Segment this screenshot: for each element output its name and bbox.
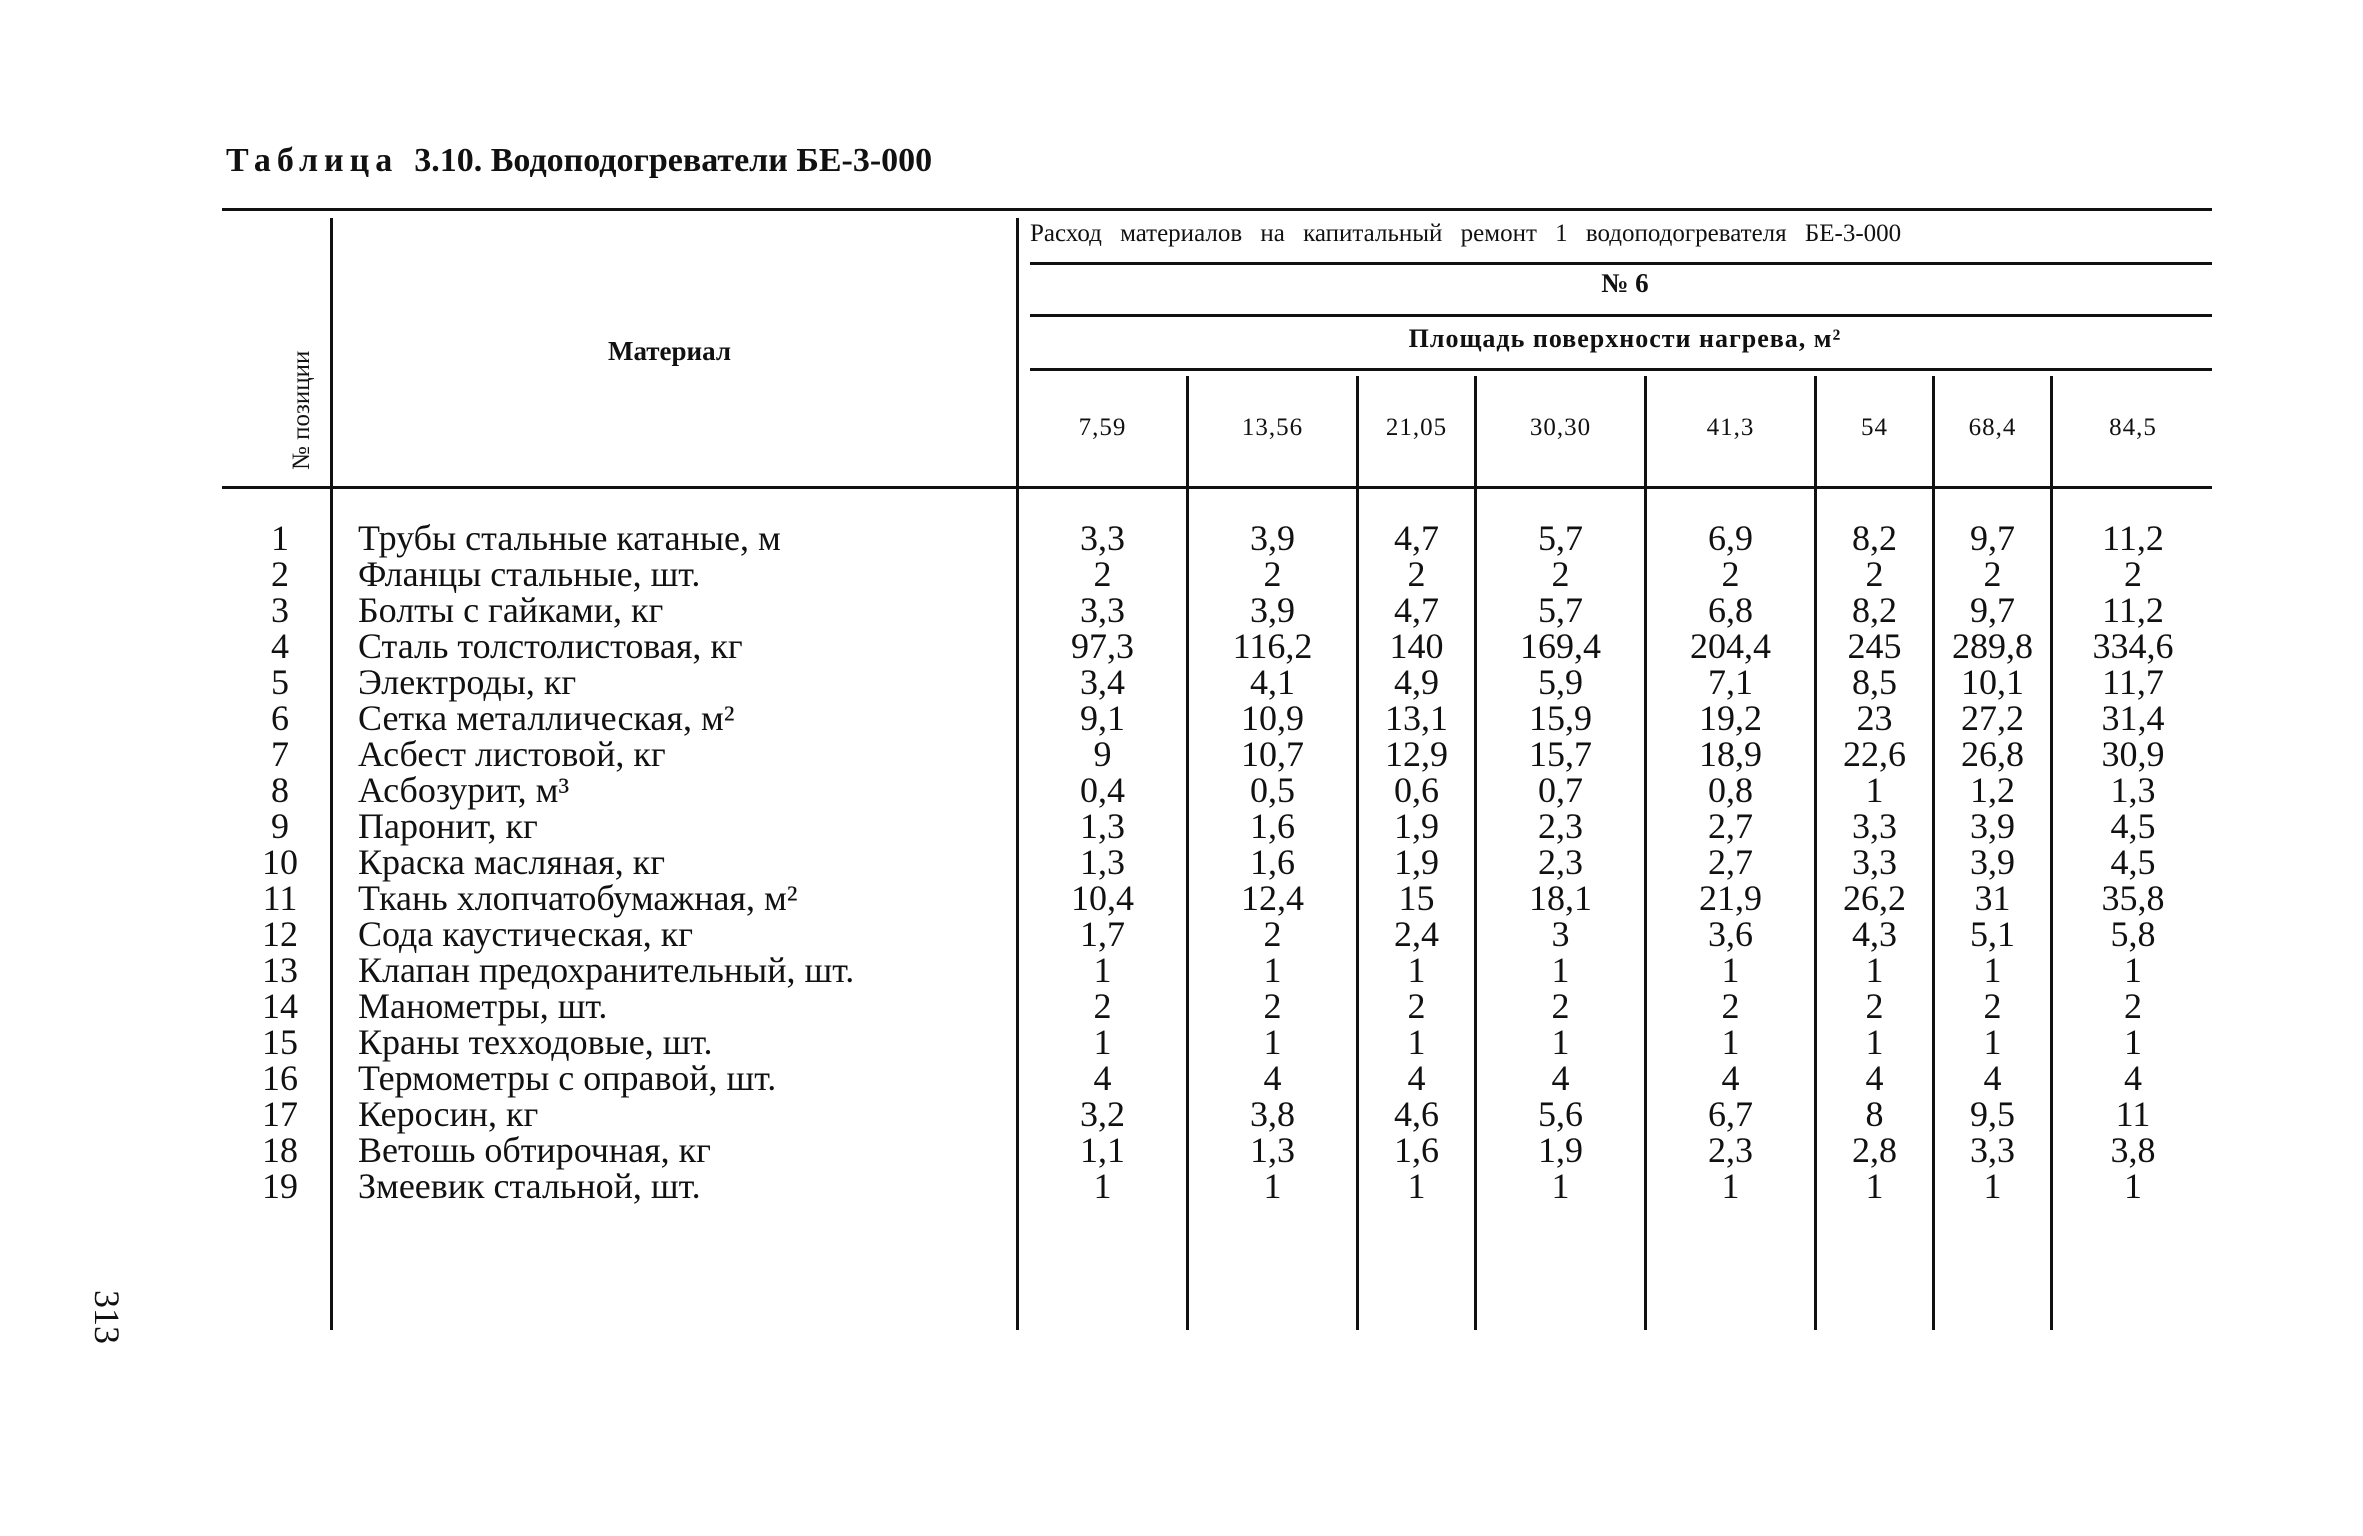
table-row [0, 1168, 2363, 1204]
material-name: Асбест листовой, кг [358, 734, 666, 774]
row-number: 14 [262, 986, 298, 1026]
value-cell: 4 [1865, 1058, 1884, 1098]
value-cell: 4,3 [1852, 914, 1897, 954]
value-cell: 26,8 [1961, 734, 2024, 774]
value-cell: 1 [1407, 1022, 1426, 1062]
value-cell: 1 [1551, 1022, 1570, 1062]
value-cell: 9,5 [1970, 1094, 2015, 1134]
value-cell: 2 [1983, 554, 2002, 594]
value-cell: 4 [1983, 1058, 2002, 1098]
value-cell: 1 [1983, 1166, 2002, 1206]
material-name: Сталь толстолистовая, кг [358, 626, 743, 666]
material-name: Керосин, кг [358, 1094, 539, 1134]
value-cell: 2 [1721, 554, 1740, 594]
value-cell: 1,3 [1250, 1130, 1295, 1170]
area-value-7: 68,4 [1968, 414, 2017, 441]
value-cell: 1,9 [1394, 806, 1439, 846]
row-number: 5 [271, 662, 289, 702]
value-cell: 4,5 [2110, 842, 2156, 882]
material-column-header: Материал [608, 336, 731, 366]
value-cell: 1 [1865, 770, 1884, 810]
value-cell: 1,3 [2110, 770, 2156, 810]
material-name: Ткань хлопчатобумажная, м² [358, 878, 798, 918]
value-cell: 11,7 [2102, 662, 2164, 702]
table-top-rule [222, 208, 2212, 211]
value-cell: 4 [1407, 1058, 1426, 1098]
table-row [0, 1060, 2363, 1096]
value-cell: 2 [2124, 554, 2142, 594]
value-cell: 35,8 [2101, 878, 2165, 918]
material-name: Краны техходовые, шт. [358, 1022, 713, 1062]
material-name: Фланцы стальные, шт. [358, 554, 701, 594]
value-cell: 1,3 [1080, 806, 1125, 846]
area-value-6: 54 [1861, 414, 1888, 441]
value-cell: 2 [1865, 554, 1884, 594]
area-value-3: 21,05 [1385, 414, 1448, 441]
table-row [0, 988, 2363, 1024]
table-row [0, 736, 2363, 772]
value-cell: 10,7 [1241, 734, 1304, 774]
area-value-1: 7,59 [1078, 414, 1127, 441]
row-number: 19 [262, 1166, 298, 1206]
value-cell: 1,9 [1538, 1130, 1583, 1170]
value-cell: 2 [1263, 554, 1282, 594]
value-cell: 169,4 [1520, 626, 1601, 666]
value-cell: 4 [1551, 1058, 1570, 1098]
value-cell: 8,5 [1852, 662, 1897, 702]
value-cell: 15,9 [1529, 698, 1592, 738]
value-cell: 9,7 [1970, 518, 2015, 558]
value-cell: 140 [1389, 626, 1444, 666]
value-cell: 12,9 [1385, 734, 1448, 774]
value-cell: 116,2 [1232, 626, 1313, 666]
value-cell: 2 [1551, 986, 1570, 1026]
value-cell: 11,2 [2102, 590, 2164, 630]
position-column-header: № позиции [288, 350, 315, 470]
value-cell: 4,9 [1394, 662, 1439, 702]
table-row [0, 844, 2363, 880]
value-cell: 1,6 [1394, 1130, 1439, 1170]
value-cell: 3,9 [1250, 518, 1295, 558]
value-cell: 27,2 [1961, 698, 2024, 738]
value-cell: 9,7 [1970, 590, 2015, 630]
value-cell: 9 [1093, 734, 1112, 774]
value-cell: 0,7 [1538, 770, 1583, 810]
value-cell: 97,3 [1071, 626, 1134, 666]
value-cell: 4 [1093, 1058, 1112, 1098]
value-cell: 2,3 [1708, 1130, 1753, 1170]
material-name: Трубы стальные катаные, м [358, 518, 781, 558]
value-cell: 1,1 [1080, 1130, 1125, 1170]
value-cell: 3,3 [1080, 518, 1125, 558]
row-number: 10 [262, 842, 298, 882]
material-name: Краска масляная, кг [358, 842, 665, 882]
value-cell: 11,2 [2102, 518, 2164, 558]
value-cell: 3,9 [1250, 590, 1295, 630]
table-row [0, 700, 2363, 736]
row-number: 12 [262, 914, 298, 954]
value-cell: 2 [1721, 986, 1740, 1026]
value-cell: 10,1 [1961, 662, 2024, 702]
row-number: 1 [271, 518, 289, 558]
value-cell: 19,2 [1699, 698, 1762, 738]
value-cell: 1,9 [1394, 842, 1439, 882]
value-cell: 2 [1407, 554, 1426, 594]
value-cell: 3,8 [2110, 1130, 2156, 1170]
value-cell: 1 [1865, 1166, 1884, 1206]
table-row [0, 1096, 2363, 1132]
material-name: Змеевик стальной, шт. [358, 1166, 701, 1206]
value-cell: 2,8 [1852, 1130, 1897, 1170]
value-cell: 0,8 [1708, 770, 1753, 810]
value-cell: 23 [1856, 698, 1893, 738]
value-cell: 10,9 [1241, 698, 1304, 738]
table-row [0, 952, 2363, 988]
value-cell: 21,9 [1699, 878, 1762, 918]
value-cell: 1,3 [1080, 842, 1125, 882]
value-cell: 1,7 [1080, 914, 1125, 954]
area-value-5: 41,3 [1706, 414, 1755, 441]
area-header-rule [1030, 368, 2212, 371]
row-number: 8 [271, 770, 289, 810]
value-cell: 9,1 [1080, 698, 1125, 738]
value-cell: 10,4 [1071, 878, 1134, 918]
material-name: Сетка металлическая, м² [358, 698, 735, 738]
material-name: Болты с гайками, кг [358, 590, 664, 630]
value-cell: 1 [1551, 1166, 1570, 1206]
value-cell: 5,7 [1538, 518, 1583, 558]
value-cell: 1 [1407, 1166, 1426, 1206]
value-cell: 3,2 [1080, 1094, 1125, 1134]
value-cell: 204,4 [1690, 626, 1771, 666]
value-cell: 2 [1263, 914, 1282, 954]
value-cell: 1 [1983, 950, 2002, 990]
value-cell: 5,1 [1970, 914, 2015, 954]
value-cell: 4 [1263, 1058, 1282, 1098]
value-cell: 2 [1551, 554, 1570, 594]
value-cell: 5,7 [1538, 590, 1583, 630]
value-cell: 2,3 [1538, 806, 1583, 846]
value-cell: 5,8 [2110, 914, 2156, 954]
value-cell: 8,2 [1852, 590, 1897, 630]
row-number: 13 [262, 950, 298, 990]
value-cell: 22,6 [1843, 734, 1906, 774]
group-header-rule [1030, 262, 2212, 265]
value-cell: 15 [1398, 878, 1435, 918]
value-cell: 2,7 [1708, 842, 1753, 882]
value-cell: 3,3 [1852, 842, 1897, 882]
area-value-2: 13,56 [1241, 414, 1304, 441]
value-cell: 2 [1983, 986, 2002, 1026]
value-cell: 8 [1865, 1094, 1884, 1134]
material-name: Манометры, шт. [358, 986, 608, 1026]
table-row [0, 628, 2363, 664]
value-cell: 3 [1551, 914, 1570, 954]
material-name: Ветошь обтирочная, кг [358, 1130, 711, 1170]
row-number: 15 [262, 1022, 298, 1062]
consumption-group-header: Расход материалов на капитальный ремонт 1 водоподогревателя БЕ-3-000 [1030, 220, 1902, 247]
value-cell: 1 [2124, 950, 2142, 990]
material-name: Клапан предохранительный, шт. [358, 950, 855, 990]
value-cell: 3,9 [1970, 806, 2015, 846]
value-cell: 4,5 [2110, 806, 2156, 846]
value-cell: 15,7 [1529, 734, 1592, 774]
material-name: Термометры с оправой, шт. [358, 1058, 777, 1098]
value-cell: 1 [1983, 1022, 2002, 1062]
material-name: Сода каустическая, кг [358, 914, 694, 954]
heating-area-header: Площадь поверхности нагрева, м² [1408, 324, 1842, 353]
row-number: 4 [271, 626, 289, 666]
value-cell: 3,9 [1970, 842, 2015, 882]
value-cell: 3,8 [1250, 1094, 1295, 1134]
table-row [0, 1132, 2363, 1168]
value-cell: 12,4 [1241, 878, 1304, 918]
value-cell: 1 [1865, 950, 1884, 990]
value-cell: 3,3 [1852, 806, 1897, 846]
value-cell: 3,3 [1970, 1130, 2015, 1170]
value-cell: 18,9 [1699, 734, 1762, 774]
area-value-8: 84,5 [2109, 414, 2157, 441]
value-cell: 6,9 [1708, 518, 1753, 558]
material-name: Асбозурит, м³ [358, 770, 570, 810]
row-number: 17 [262, 1094, 298, 1134]
table-row [0, 916, 2363, 952]
value-cell: 2,7 [1708, 806, 1753, 846]
value-cell: 1 [1263, 950, 1282, 990]
value-cell: 2 [1407, 986, 1426, 1026]
value-cell: 11 [2115, 1094, 2151, 1134]
table-row [0, 592, 2363, 628]
value-cell: 31 [1974, 878, 2011, 918]
table-title-prefix: Таблица [226, 142, 399, 179]
value-cell: 4 [1721, 1058, 1740, 1098]
value-cell: 4,7 [1394, 590, 1439, 630]
value-cell: 1 [1551, 950, 1570, 990]
value-cell: 1 [1721, 950, 1740, 990]
value-cell: 3,3 [1080, 590, 1125, 630]
value-cell: 289,8 [1952, 626, 2033, 666]
table-row [0, 772, 2363, 808]
value-cell: 1 [1093, 950, 1112, 990]
value-cell: 2 [1865, 986, 1884, 1026]
table-row [0, 520, 2363, 556]
value-cell: 2 [2124, 986, 2142, 1026]
value-cell: 13,1 [1385, 698, 1448, 738]
value-cell: 5,9 [1538, 662, 1583, 702]
value-cell: 5,6 [1538, 1094, 1583, 1134]
value-cell: 3,6 [1708, 914, 1753, 954]
area-value-4: 30,30 [1529, 414, 1592, 441]
value-cell: 1,2 [1970, 770, 2015, 810]
row-number: 2 [271, 554, 289, 594]
material-name: Паронит, кг [358, 806, 538, 846]
value-cell: 1 [1093, 1166, 1112, 1206]
value-cell: 2 [1093, 554, 1112, 594]
value-cell: 0,5 [1250, 770, 1295, 810]
table-title-text: 3.10. Водоподогреватели БЕ-3-000 [414, 142, 933, 179]
material-name: Электроды, кг [358, 662, 577, 702]
value-cell: 18,1 [1529, 878, 1592, 918]
table-row [0, 808, 2363, 844]
value-cell: 4,7 [1394, 518, 1439, 558]
row-number: 11 [262, 878, 298, 918]
value-cell: 26,2 [1843, 878, 1906, 918]
value-cell: 1 [2124, 1022, 2142, 1062]
value-cell: 1 [1263, 1166, 1282, 1206]
table-row [0, 880, 2363, 916]
row-number: 18 [262, 1130, 298, 1170]
value-cell: 6,7 [1708, 1094, 1753, 1134]
row-number: 7 [271, 734, 289, 774]
row-number: 16 [262, 1058, 298, 1098]
value-cell: 0,6 [1394, 770, 1439, 810]
value-cell: 0,4 [1080, 770, 1125, 810]
value-cell: 4,1 [1250, 662, 1295, 702]
model-number-header: № 6 [1601, 268, 1649, 298]
value-cell: 6,8 [1708, 590, 1753, 630]
table-row [0, 556, 2363, 592]
table-row [0, 664, 2363, 700]
value-cell: 3,4 [1080, 662, 1125, 702]
row-number: 3 [271, 590, 289, 630]
subgroup-header-rule [1030, 314, 2212, 317]
value-cell: 245 [1847, 626, 1902, 666]
row-number: 6 [271, 698, 289, 738]
value-cell: 4 [2124, 1058, 2142, 1098]
value-cell: 8,2 [1852, 518, 1897, 558]
value-cell: 1 [1721, 1022, 1740, 1062]
value-cell: 31,4 [2101, 698, 2165, 738]
value-cell: 1,6 [1250, 842, 1295, 882]
value-cell: 334,6 [2092, 626, 2174, 666]
value-cell: 2,3 [1538, 842, 1583, 882]
value-cell: 4,6 [1394, 1094, 1439, 1134]
header-bottom-rule [222, 486, 2212, 489]
value-cell: 2,4 [1394, 914, 1439, 954]
value-cell: 1 [1407, 950, 1426, 990]
value-cell: 1 [1865, 1022, 1884, 1062]
page-number: 313 [87, 1290, 127, 1344]
value-cell: 1 [1721, 1166, 1740, 1206]
table-title [226, 142, 932, 180]
value-cell: 1 [1263, 1022, 1282, 1062]
value-cell: 2 [1263, 986, 1282, 1026]
value-cell: 7,1 [1708, 662, 1753, 702]
value-cell: 1,6 [1250, 806, 1295, 846]
table-row [0, 1024, 2363, 1060]
value-cell: 2 [1093, 986, 1112, 1026]
value-cell: 1 [1093, 1022, 1112, 1062]
row-number: 9 [271, 806, 289, 846]
value-cell: 1 [2124, 1166, 2142, 1206]
value-cell: 30,9 [2101, 734, 2165, 774]
